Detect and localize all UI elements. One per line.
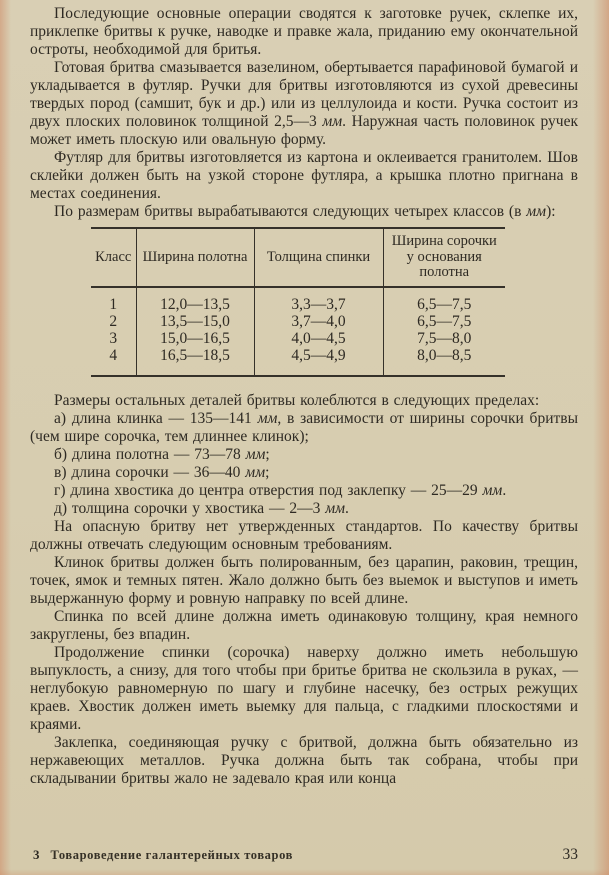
page-footer	[33, 846, 578, 864]
table-cell: 7,5—8,0	[383, 330, 505, 347]
paragraph: д) толщина сорочки у хвостика — 2—3 мм.	[54, 499, 349, 517]
paragraph: Футляр для бритвы изготовляется из картона и оклеивается гранитолем. Шов склейки должен быть на узкой стороне футляра, а крышка плотно пригнана в местах соединения.	[30, 149, 578, 202]
table-cell: 12,0—13,5	[136, 287, 254, 313]
paragraph: Готовая бритва смазывается вазелином, обертывается парафиновой бумагой и укладывается в футляр. Ручки для бритвы изготовляются из сухой древесины твердых пород (самшит, бук и др.) или из целлулоида и кости. Ручка состоит из двух плоских половинок толщиной 2,5—3 мм. Наружная часть половинок ручек может иметь плоскую или овальную форму.	[30, 59, 578, 148]
table-header-cell: Ширина полотна	[136, 228, 254, 287]
table-cell: 13,5—15,0	[136, 313, 254, 330]
table-cell: 4,5—4,9	[254, 347, 383, 376]
table-row	[91, 313, 505, 330]
table-cell: 6,5—7,5	[383, 287, 505, 313]
paragraph: По размерам бритвы вырабатываются следующих четырех классов (в мм):	[54, 203, 556, 220]
paragraph: Продолжение спинки (сорочка) наверху должно иметь небольшую выпуклость, а снизу, для того чтобы при бритье бритва не скользила в руках, — неглубокую равномерную по шагу и глубине насечку, без острых режущих краев. Хвостик должен иметь выемку для пальца, с гладкими плоскостями и краями.	[30, 643, 578, 733]
scan-edge-tint-left	[0, 0, 11, 875]
table-cell: 6,5—7,5	[383, 313, 505, 330]
running-title: Товароведение галантерейных товаров	[50, 848, 293, 862]
page-body	[30, 5, 578, 788]
paragraph: в) длина сорочки — 36—40 мм;	[54, 463, 270, 481]
table-header-cell: Ширина сорочки у основания полотна	[383, 228, 505, 287]
table-header-row	[91, 228, 505, 287]
table-row	[91, 330, 505, 347]
paragraph: а) длина клинка — 135—141 мм, в зависимости от ширины сорочки бритвы (чем шире сорочка, тем длиннее клинок);	[30, 409, 578, 445]
table-cell: 16,5—18,5	[136, 347, 254, 376]
table-cell: 4,0—4,5	[254, 330, 383, 347]
paragraph: Размеры остальных деталей бритвы колеблются в следующих пределах:	[54, 391, 540, 409]
table-header-cell: Класс	[91, 228, 136, 287]
table-header-cell: Толщина спинки	[254, 228, 383, 287]
table-cell: 3,7—4,0	[254, 313, 383, 330]
table-cell: 15,0—16,5	[136, 330, 254, 347]
table-cell: 3	[109, 329, 118, 347]
paragraph: Клинок бритвы должен быть полированным, без царапин, раковин, трещин, точек, ямок и темных пятен. Жало должно быть без выемок и выступов и иметь выдержанную форму и ровную направку по всей длине.	[30, 553, 578, 607]
razor-class-size-table	[91, 227, 505, 377]
paragraph: Спинка по всей длине должна иметь одинаковую толщину, края немного закруглены, без впадин.	[30, 607, 578, 643]
paragraph: На опасную бритву нет утвержденных стандартов. По качеству бритвы должны отвечать следующим основным требованиям.	[30, 517, 578, 553]
paragraph: Последующие основные операции сводятся к заготовке ручек, склепке их, приклепке бритвы к ручке, наводке и правке жала, приданию ему окончательной остроты, необходимой для бритья.	[30, 5, 578, 58]
table-cell: 8,0—8,5	[383, 347, 505, 376]
table-cell: 3,3—3,7	[254, 287, 383, 313]
paragraph: б) длина полотна — 73—78 мм;	[54, 445, 270, 463]
paragraph: Заклепка, соединяющая ручку с бритвой, должна быть обязательно из нержавеющих металлов. Ручка должна быть так собрана, чтобы при складывании бритвы жало не задевало края или конца	[30, 733, 578, 787]
intro-paragraphs	[30, 5, 578, 221]
main-paragraphs	[30, 392, 578, 788]
scan-edge-tint-right	[593, 0, 609, 875]
paragraph: г) длина хвостика до центра отверстия под заклепку — 25—29 мм.	[54, 481, 507, 499]
table-cell: 1	[109, 295, 118, 313]
page-number: 33	[562, 846, 578, 863]
table-head	[91, 228, 505, 287]
table-row	[91, 287, 505, 313]
table-row	[91, 347, 505, 376]
table-cell: 4	[109, 346, 118, 364]
signature-number: 3	[33, 847, 40, 862]
table-cell: 2	[109, 312, 118, 330]
table-body	[91, 287, 505, 376]
scan-edge-tint-bottom	[0, 869, 609, 875]
